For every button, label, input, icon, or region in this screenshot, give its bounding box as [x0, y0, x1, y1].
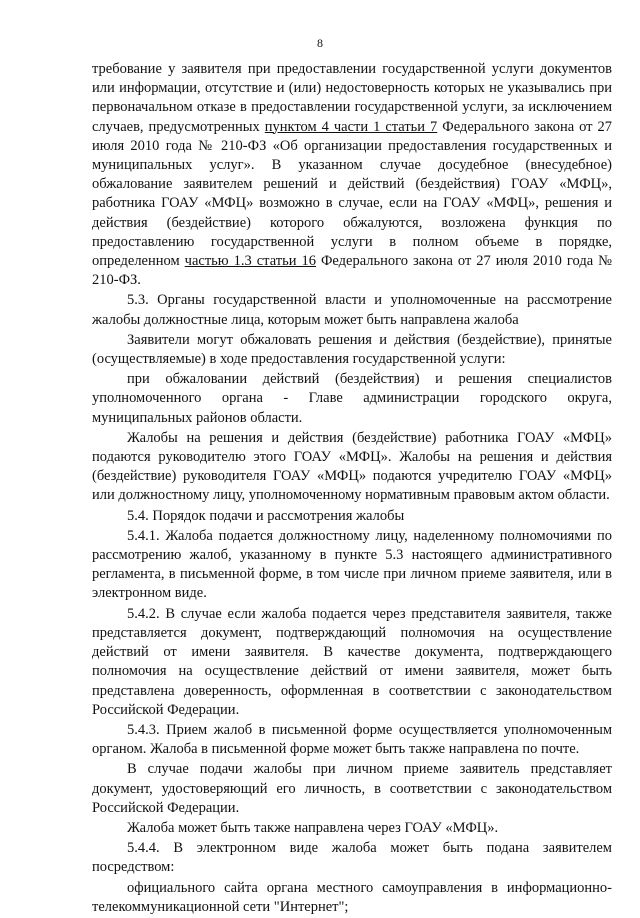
paragraph-text: требование у заявителя при предоставлении государственной услуги документов или информации, отсутствие и (или) недостоверность которых не указывались при первоначальном отказе в предоставлении государственной услуги, за исключением случаев, предусмотренных	[92, 61, 612, 135]
paragraph-via-mfc: Жалоба может быть также направлена через ГОАУ «МФЦ».	[127, 819, 499, 836]
paragraph-5-4-3: 5.4.3. Прием жалоб в письменной форме осуществляется уполномоченным органом. Жалоба в письменной форме может быть также направлена по почте.	[92, 721, 612, 758]
paragraph-requirement	[92, 60, 612, 290]
paragraph-5-4-1: 5.4.1. Жалоба подается должностному лицу, наделенному полномочиями по рассмотрению жалоб, указанному в пункте 5.3 настоящего административного регламента, в письменной форме, в том числе при личном приеме заявителя, или в электронном виде.	[92, 527, 612, 602]
document-body	[92, 60, 612, 918]
paragraph-official-site: официального сайта органа местного самоуправления в информационно-телекоммуникационной сети "Интернет";	[92, 879, 612, 915]
paragraph-appeal-rights: Заявители могут обжаловать решения и действия (бездействие), принятые (осуществляемые) в ходе предоставления государственной услуги:	[92, 331, 612, 368]
paragraph-5-4-2: 5.4.2. В случае если жалоба подается через представителя заявителя, также представляется документ, подтверждающий полномочия на осуществление действий от имени заявителя. В качестве документа, подтверждающего полномочия на осуществление действий от имени заявителя, может быть представлена доверенность, оформленная в соответствии с законодательством Российской Федерации.	[92, 605, 612, 718]
page-number: 8	[317, 36, 323, 50]
paragraph-appeal-specialists: при обжаловании действий (бездействия) и решения специалистов уполномоченного органа - Главе администрации городского округа, муниципальных районов области.	[92, 371, 612, 426]
paragraph-5-4-4: 5.4.4. В электронном виде жалоба может быть подана заявителем посредством:	[92, 840, 612, 876]
paragraph-text: Федерального закона от 27 июля 2010 года № 210-ФЗ «Об организации предоставления государственных и муниципальных услуг». В указанном случае досудебное (внесудебное) обжалование заявителем решений и действий (бездействия) ГОАУ «МФЦ», работника ГОАУ «МФЦ» возможно в случае, если на ГОАУ «МФЦ», решения и действия (бездействие) которого обжалуются, возложена функция по предоставлению государственной услуги в полном объеме в порядке, определенном	[92, 118, 612, 270]
section-heading-5-4: 5.4. Порядок подачи и рассмотрения жалобы	[127, 507, 405, 524]
paragraph-text: Федерального закона от 27 июля 2010 года № 210-ФЗ.	[92, 253, 612, 289]
section-heading-5-3: 5.3. Органы государственной власти и уполномоченные на рассмотрение жалобы должностные лица, которым может быть направлена жалоба	[92, 292, 612, 328]
paragraph-mfc-complaints: Жалобы на решения и действия (бездействие) работника ГОАУ «МФЦ» подаются руководителю этого ГОАУ «МФЦ». Жалобы на решения и действия (бездействие) руководителя ГОАУ «МФЦ» подаются учредителю ГОАУ «МФЦ» или должностному лицу, уполномоченному нормативным правовым актом области.	[92, 429, 612, 504]
law-reference-link[interactable]: частью 1.3 статьи 16	[184, 253, 316, 270]
paragraph-personal-reception: В случае подачи жалобы при личном приеме заявитель представляет документ, удостоверяющий его личность, в соответствии с законодательством Российской Федерации.	[92, 761, 612, 816]
law-reference-link[interactable]: пунктом 4 части 1 статьи 7	[264, 118, 438, 135]
